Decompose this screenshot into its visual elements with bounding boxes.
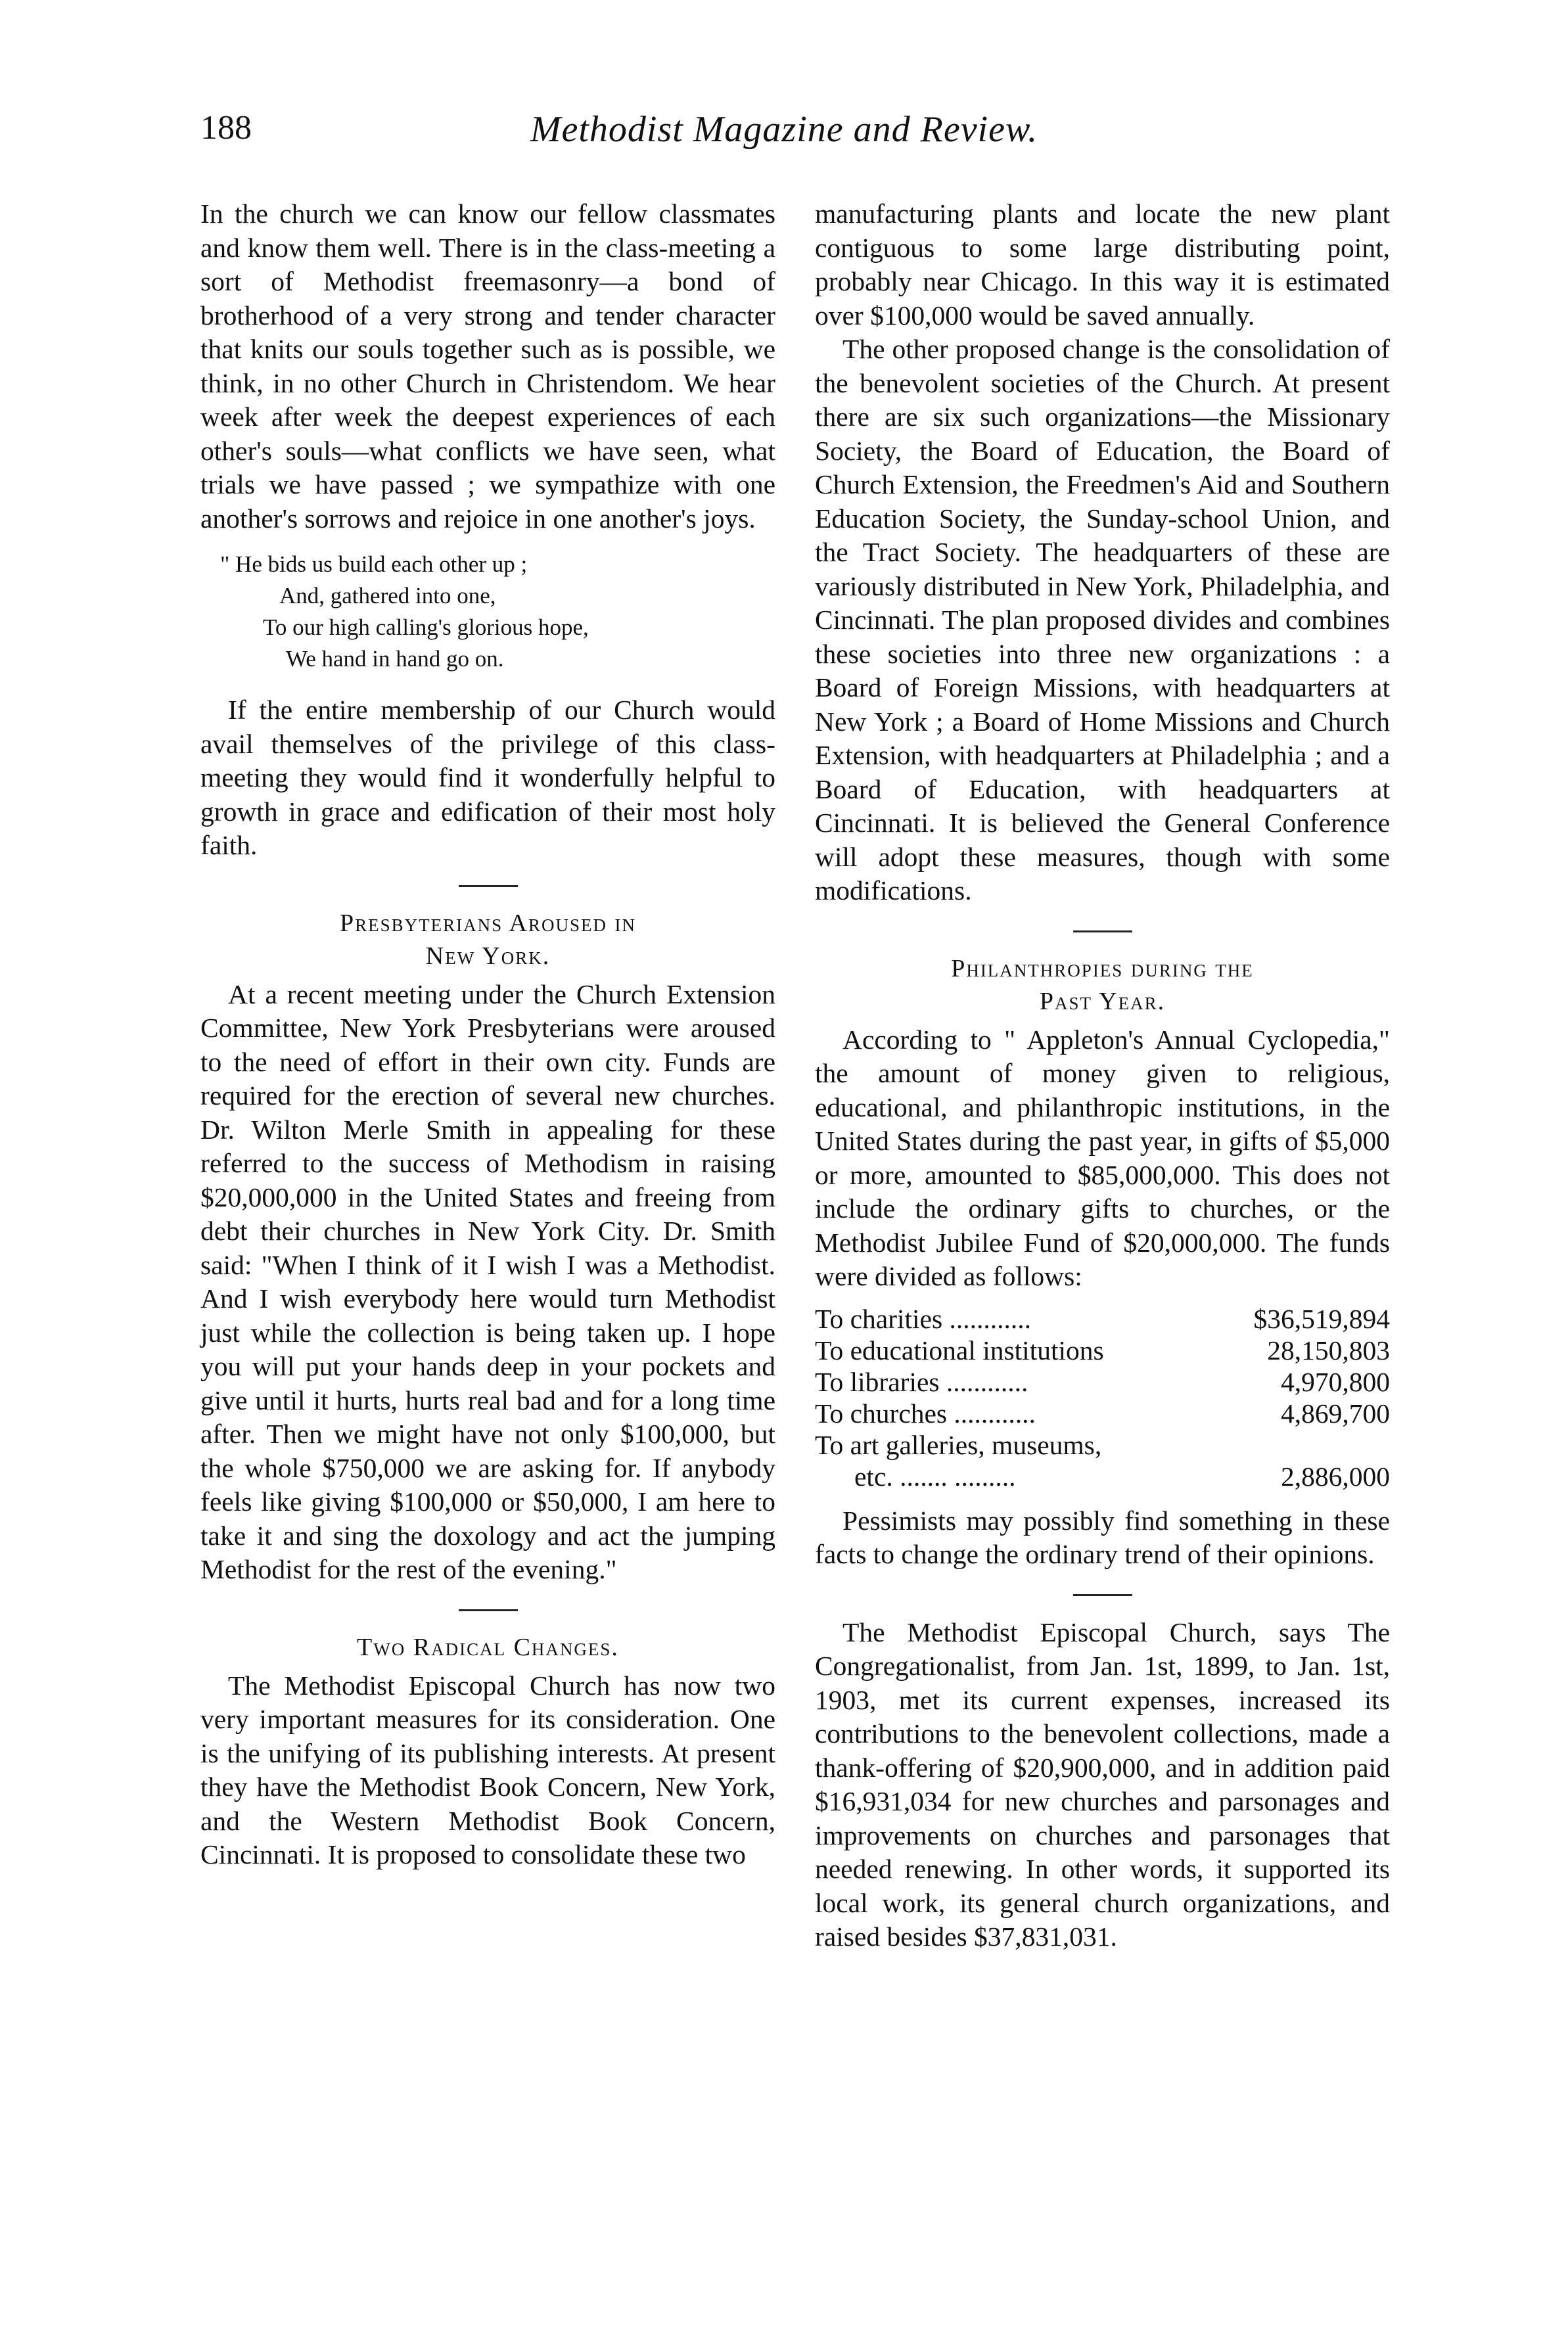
section-divider — [1073, 930, 1132, 932]
heading-line: Philanthropies during the — [951, 954, 1254, 982]
fund-label: To educational institutions — [815, 1335, 1104, 1365]
fund-amount: 4,970,800 — [1281, 1366, 1390, 1397]
section-heading — [815, 952, 1390, 1018]
paragraph: According to " Appleton's Annual Cyclopedia," the amount of money given to religious, educational, and philanthropic institutions, in the United States during the past year, in gifts of $5,000 or more, amounted to $85,000,000. This does not include the ordinary gifts to churches, or the Methodist Jubilee Fund of $20,000,000. The funds were divided as follows: — [815, 1024, 1390, 1291]
fund-amount: 28,150,803 — [1267, 1335, 1390, 1365]
funds-table — [815, 1303, 1390, 1492]
section-divider — [459, 885, 518, 887]
running-title: Methodist Magazine and Review. — [530, 109, 1038, 150]
fund-amount: 2,886,000 — [1281, 1461, 1390, 1492]
fund-amount: $36,519,894 — [1253, 1303, 1390, 1334]
fund-label: To charities ............ — [815, 1303, 1032, 1334]
paragraph: manufacturing plants and locate the new plant contiguous to some large distributing point, probably near Chicago. In this way it is estimated over $100,000 would be saved annually. — [815, 198, 1390, 331]
heading-line: Past Year. — [1039, 987, 1166, 1015]
section-divider — [459, 1609, 518, 1611]
poem-line: And, gathered into one, — [279, 583, 496, 608]
fund-label: To art galleries, museums, — [815, 1429, 1102, 1460]
table-row — [815, 1335, 1390, 1366]
poem-line: " He bids us build each other up ; — [220, 551, 528, 577]
poem-quote — [200, 549, 775, 675]
paragraph: The Methodist Episcopal Church, says The Congregationalist, from Jan. 1st, 1899, to Jan. 1st, 1903, met its current expenses, increased its contributions to the benevolent collections, made a thank-offering of $20,900,000, and in addition paid $16,931,034 for new churches and parsonages and improvements on churches and parsonages that needed renewing. In other words, it supported its local work, its general church organizations, and raised besides $37,831,031. — [815, 1616, 1390, 1952]
poem-line: We hand in hand go on. — [286, 646, 504, 672]
page-number: 188 — [200, 109, 252, 147]
table-row — [815, 1303, 1390, 1335]
paragraph: If the entire membership of our Church would avail themselves of the privilege of this class-meeting they would find it wonderfully helpful to growth in grace and edification of their most holy faith. — [200, 695, 775, 860]
fund-amount — [1205, 1429, 1390, 1461]
right-column — [815, 197, 1390, 1954]
table-row — [815, 1429, 1390, 1461]
paragraph: The Methodist Episcopal Church has now two very important measures for its consideration. One is the unifying of its publishing interests. At present they have the Methodist Book Concern, New York, and the Western Methodist Book Concern, Cincinnati. It is proposed to consolidate these two — [200, 1670, 775, 1869]
section-heading — [200, 1631, 775, 1664]
paragraph: In the church we can know our fellow classmates and know them well. There is in the class-meeting a sort of Methodist freemasonry—a bond of brotherhood of a very strong and tender character that knits our souls together such as is possible, we think, in no other Church in Christendom. We hear week after week the deepest experiences of each other's souls—what conflicts we have seen, what trials we have passed ; we sympathize with one another's sorrows and rejoice in one another's joys. — [200, 198, 775, 534]
table-row — [815, 1461, 1390, 1492]
fund-amount: 4,869,700 — [1281, 1398, 1390, 1429]
left-column — [200, 197, 775, 1872]
heading-line: Presbyterians Aroused in — [339, 909, 636, 937]
heading-line: New York. — [425, 942, 551, 970]
fund-label: etc. ....... ......... — [854, 1461, 1016, 1492]
section-divider — [1073, 1594, 1132, 1596]
paragraph: At a recent meeting under the Church Extension Committee, New York Presbyterians were aroused to the need of effort in their own city. Funds are required for the erection of several new churches. Dr. Wilton Merle Smith in appealing for these referred to the success of Methodism in raising $20,000,000 in the United States and freeing from debt their churches in New York City. Dr. Smith said: "When I think of it I wish I was a Methodist. And I wish everybody here would turn Methodist just while the collection is being taken up. I hope you will put your hands deep in your pockets and give until it hurts, hurts real bad and for a long time after. Then we might have not only $100,000, but the whole $750,000 we are asking for. If anybody feels like giving $100,000 or $50,000, I am here to take it and sing the doxology and act the jumping Methodist for the rest of the evening." — [200, 978, 775, 1584]
paragraph: Pessimists may possibly find something in these facts to change the ordinary trend of their opinions. — [815, 1505, 1390, 1569]
page-header — [0, 108, 1568, 168]
section-heading — [200, 907, 775, 973]
poem-line: To our high calling's glorious hope, — [263, 614, 589, 640]
heading-line: Two Radical Changes. — [357, 1633, 619, 1661]
table-row — [815, 1366, 1390, 1398]
table-row — [815, 1398, 1390, 1429]
fund-label: To churches ............ — [815, 1398, 1036, 1429]
paragraph: The other proposed change is the consolidation of the benevolent societies of the Church. At present there are six such organizations—the Missionary Society, the Board of Education, the Board of Church Extension, the Freedmen's Aid and Southern Education Society, the Sunday-school Union, and the Tract Society. The headquarters of these are variously distributed in New York, Philadelphia, and Cincinnati. The plan proposed divides and combines these societies into three new organizations : a Board of Foreign Missions, with headquarters at New York ; a Board of Home Missions and Church Extension, with headquarters at Philadelphia ; and a Board of Education, with headquarters at Cincinnati. It is believed the General Conference will adopt these measures, though with some modifications. — [815, 334, 1390, 905]
fund-label: To libraries ............ — [815, 1366, 1028, 1397]
